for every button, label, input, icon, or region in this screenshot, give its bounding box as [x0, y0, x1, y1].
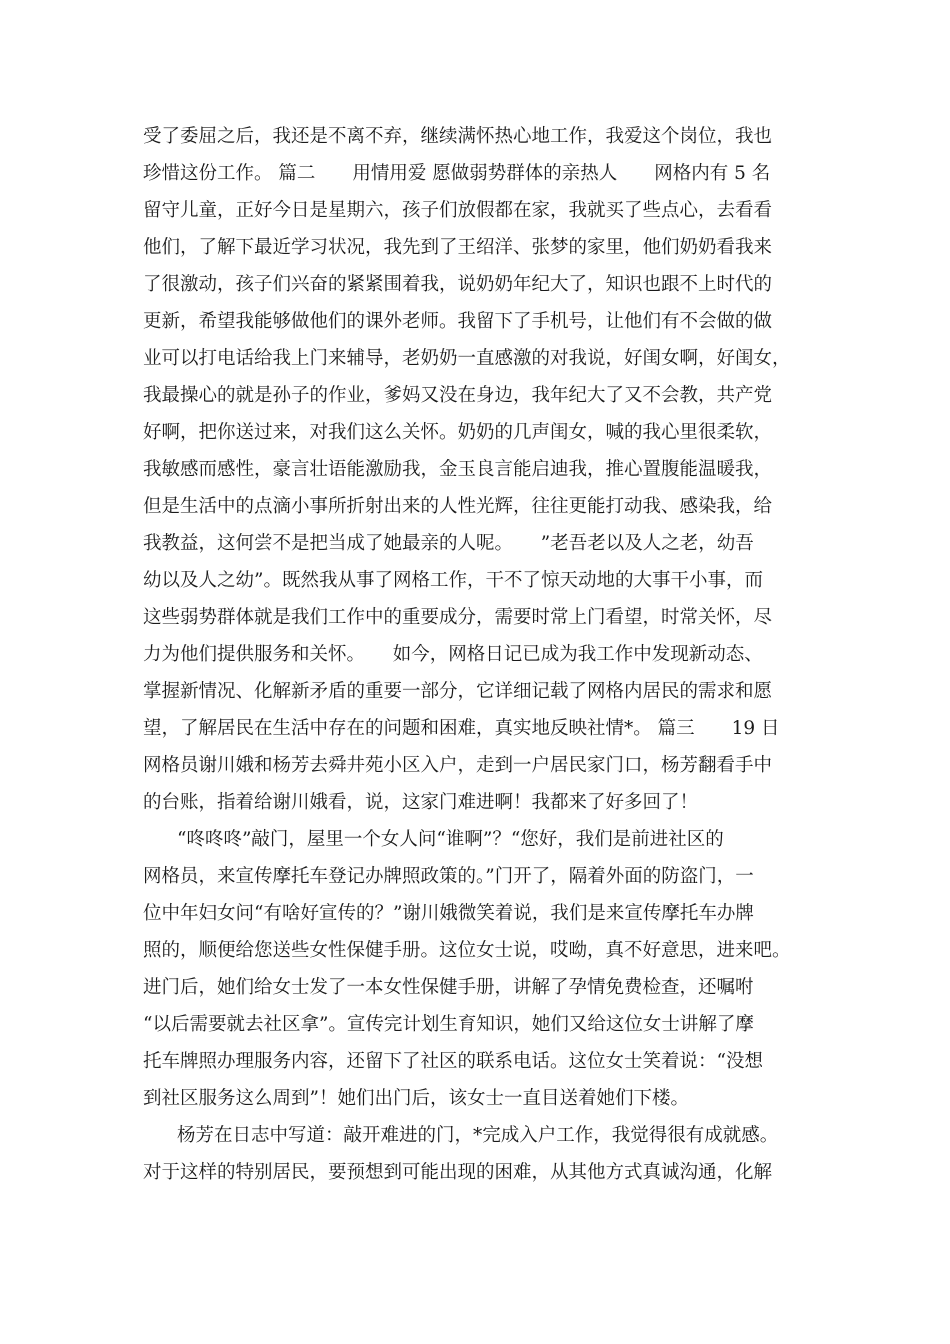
text-line: 杨芳在日志中写道：敲开难进的门，*完成入户工作，我觉得很有成就感。	[177, 1125, 779, 1146]
paragraph-block-1	[143, 118, 808, 821]
text-line: 进门后，她们给女士发了一本女性保健手册，讲解了孕情免费检查，还嘱咐	[143, 977, 754, 998]
text-line: 网格员谢川娥和杨芳去舜井苑小区入户，走到一户居民家门口，杨芳翻看手中	[143, 755, 773, 776]
text-line: 的台账，指着给谢川娥看，说，这家门难进啊！我都来了好多回了！	[143, 792, 699, 813]
text-line: 掌握新情况、化解新矛盾的重要一部分，它详细记载了网格内居民的需求和愿	[143, 681, 773, 702]
text-line: 受了委屈之后，我还是不离不弃，继续满怀热心地工作，我爱这个岗位，我也	[143, 126, 773, 147]
text-line: 托车牌照办理服务内容，还留下了社区的联系电话。这位女士笑着说：“没想	[143, 1051, 763, 1072]
text-line: 到社区服务这么周到”！她们出门后，该女士一直目送着她们下楼。	[143, 1088, 689, 1109]
text-line: 对于这样的特别居民，要预想到可能出现的困难，从其他方式真诚沟通，化解	[143, 1162, 773, 1183]
text-line: 力为他们提供服务和关怀。 如今，网格日记已成为我工作中发现新动态、	[143, 644, 763, 665]
text-line: 位中年妇女问“有啥好宣传的？”谢川娥微笑着说，我们是来宣传摩托车办牌	[143, 903, 754, 924]
text-line: 网格员，来宣传摩托车登记办牌照政策的。”门开了，隔着外面的防盗门，一	[143, 866, 754, 887]
text-line: 幼以及人之幼”。既然我从事了网格工作，干不了惊天动地的大事干小事，而	[143, 570, 763, 591]
text-line: “以后需要就去社区拿”。宣传完计划生育知识，她们又给这位女士讲解了摩	[143, 1014, 754, 1035]
text-line: 业可以打电话给我上门来辅导，老奶奶一直感激的对我说，好闺女啊，好闺女，	[143, 348, 791, 369]
text-line: 我敏感而感性，豪言壮语能激励我，金玉良言能启迪我，推心置腹能温暖我，	[143, 459, 773, 480]
text-line: 这些弱势群体就是我们工作中的重要成分，需要时常上门看望，时常关怀，尽	[143, 607, 773, 628]
text-line: “咚咚咚”敲门，屋里一个女人问“谁啊”？“您好，我们是前进社区的	[177, 829, 724, 850]
text-line: 我最操心的就是孙子的作业，爹妈又没在身边，我年纪大了又不会教，共产党	[143, 385, 773, 406]
text-line: 望，了解居民在生活中存在的问题和困难，真实地反映社情*。 篇三 19 日	[143, 718, 780, 739]
text-line: 留守儿童，正好今日是星期六，孩子们放假都在家，我就买了些点心，去看看	[143, 200, 773, 221]
text-line: 好啊，把你送过来，对我们这么关怀。奶奶的几声闺女，喊的我心里很柔软，	[143, 422, 773, 443]
text-line: 了很激动，孩子们兴奋的紧紧围着我，说奶奶年纪大了，知识也跟不上时代的	[143, 274, 773, 295]
paragraph-block-2	[143, 821, 808, 1117]
paragraph-block-3	[143, 1117, 808, 1191]
text-line: 更新，希望我能够做他们的课外老师。我留下了手机号，让他们有不会做的做	[143, 311, 773, 332]
text-line: 照的，顺便给您送些女性保健手册。这位女士说，哎呦，真不好意思，进来吧。	[143, 940, 791, 961]
text-line: 我教益，这何尝不是把当成了她最亲的人呢。 ”老吾老以及人之老，幼吾	[143, 533, 754, 554]
text-line: 但是生活中的点滴小事所折射出来的人性光辉，往往更能打动我、感染我，给	[143, 496, 773, 517]
text-line: 他们，了解下最近学习状况，我先到了王绍洋、张梦的家里，他们奶奶看我来	[143, 237, 773, 258]
text-line: 珍惜这份工作。 篇二 用情用爱 愿做弱势群体的亲热人 网格内有 5 名	[143, 163, 771, 184]
